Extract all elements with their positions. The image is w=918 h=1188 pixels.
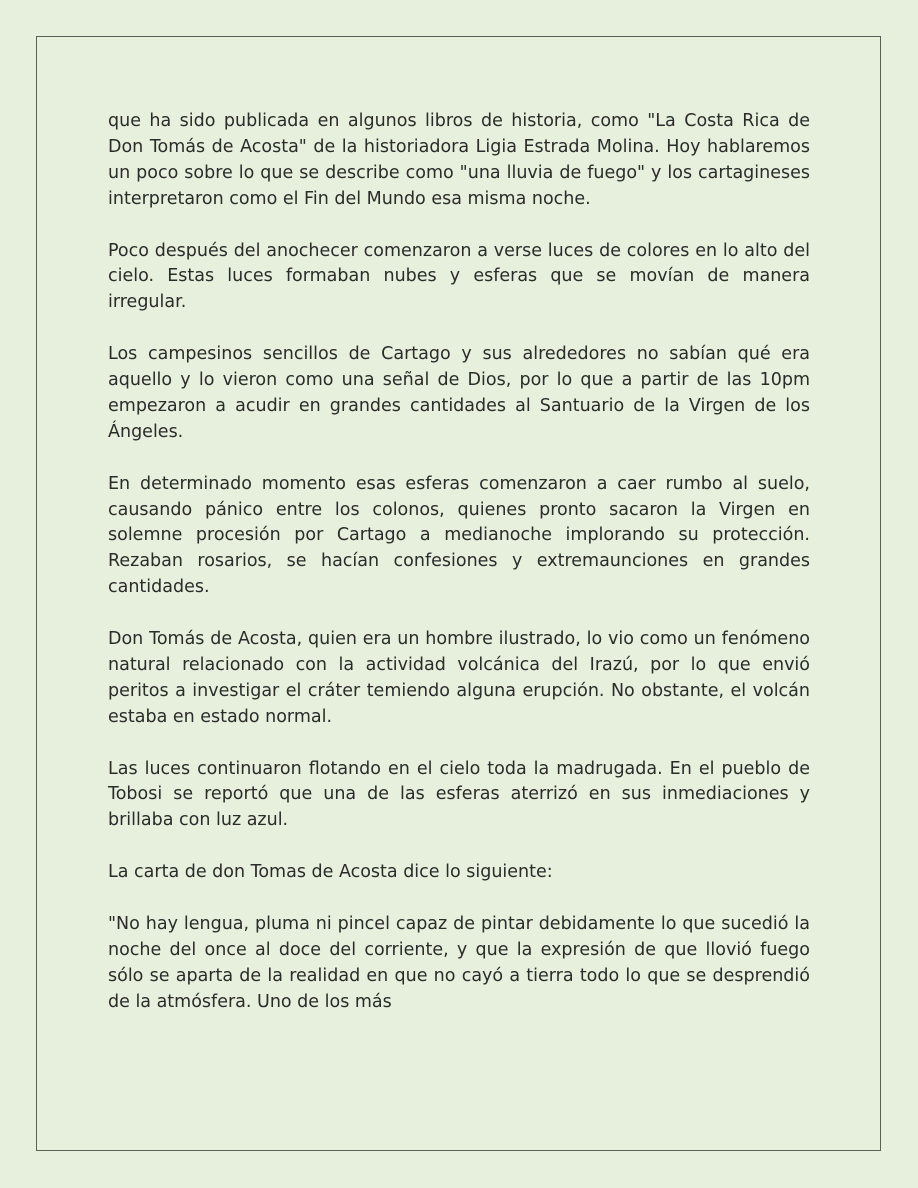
paragraph-7: La carta de don Tomas de Acosta dice lo siguiente: <box>108 862 553 883</box>
paragraph-5: Don Tomás de Acosta, quien era un hombre ilustrado, lo vio como un fenómeno natural relacionado con la actividad volcánica del Irazú, por lo que envió peritos a investigar el cráter temiendo alguna erupción. No obstante, el volcán estaba en estado normal. <box>108 629 810 727</box>
paragraph-2: Poco después del anochecer comenzaron a verse luces de colores en lo alto del cielo. Estas luces formaban nubes y esferas que se movían de manera irregular. <box>108 240 810 313</box>
paragraph-8: "No hay lengua, pluma ni pincel capaz de pintar debidamente lo que sucedió la noche del once al doce del corriente, y que la expresión de que llovió fuego sólo se aparta de la realidad en que no cayó a tierra todo lo que se desprendió de la atmósfera. Uno de los más <box>108 913 810 1012</box>
paragraph-6: Las luces continuaron flotando en el cielo toda la madrugada. En el pueblo de Tobosi se reportó que una de las esferas aterrizó en sus inmediaciones y brillaba con luz azul. <box>108 758 810 831</box>
paragraph-4: En determinado momento esas esferas comenzaron a caer rumbo al suelo, causando pánico entre los colonos, quienes pronto sacaron la Virgen en solemne procesión por Cartago a medianoche implorando su protección. Rezaban rosarios, se hacían confesiones y extremaunciones en grandes cantidades. <box>108 473 810 598</box>
paragraph-1: que ha sido publicada en algunos libros de historia, como "La Costa Rica de Don Tomás de Acosta" de la historiadora Ligia Estrada Molina. Hoy hablaremos un poco sobre lo que se describe como "una lluvia de fuego" y los cartagineses interpretaron como el Fin del Mundo esa misma noche. <box>108 111 810 209</box>
document-body <box>108 109 810 1016</box>
paragraph-3: Los campesinos sencillos de Cartago y sus alrededores no sabían qué era aquello y lo vieron como una señal de Dios, por lo que a partir de las 10pm empezaron a acudir en grandes cantidades al Santuario de la Virgen de los Ángeles. <box>108 344 810 442</box>
